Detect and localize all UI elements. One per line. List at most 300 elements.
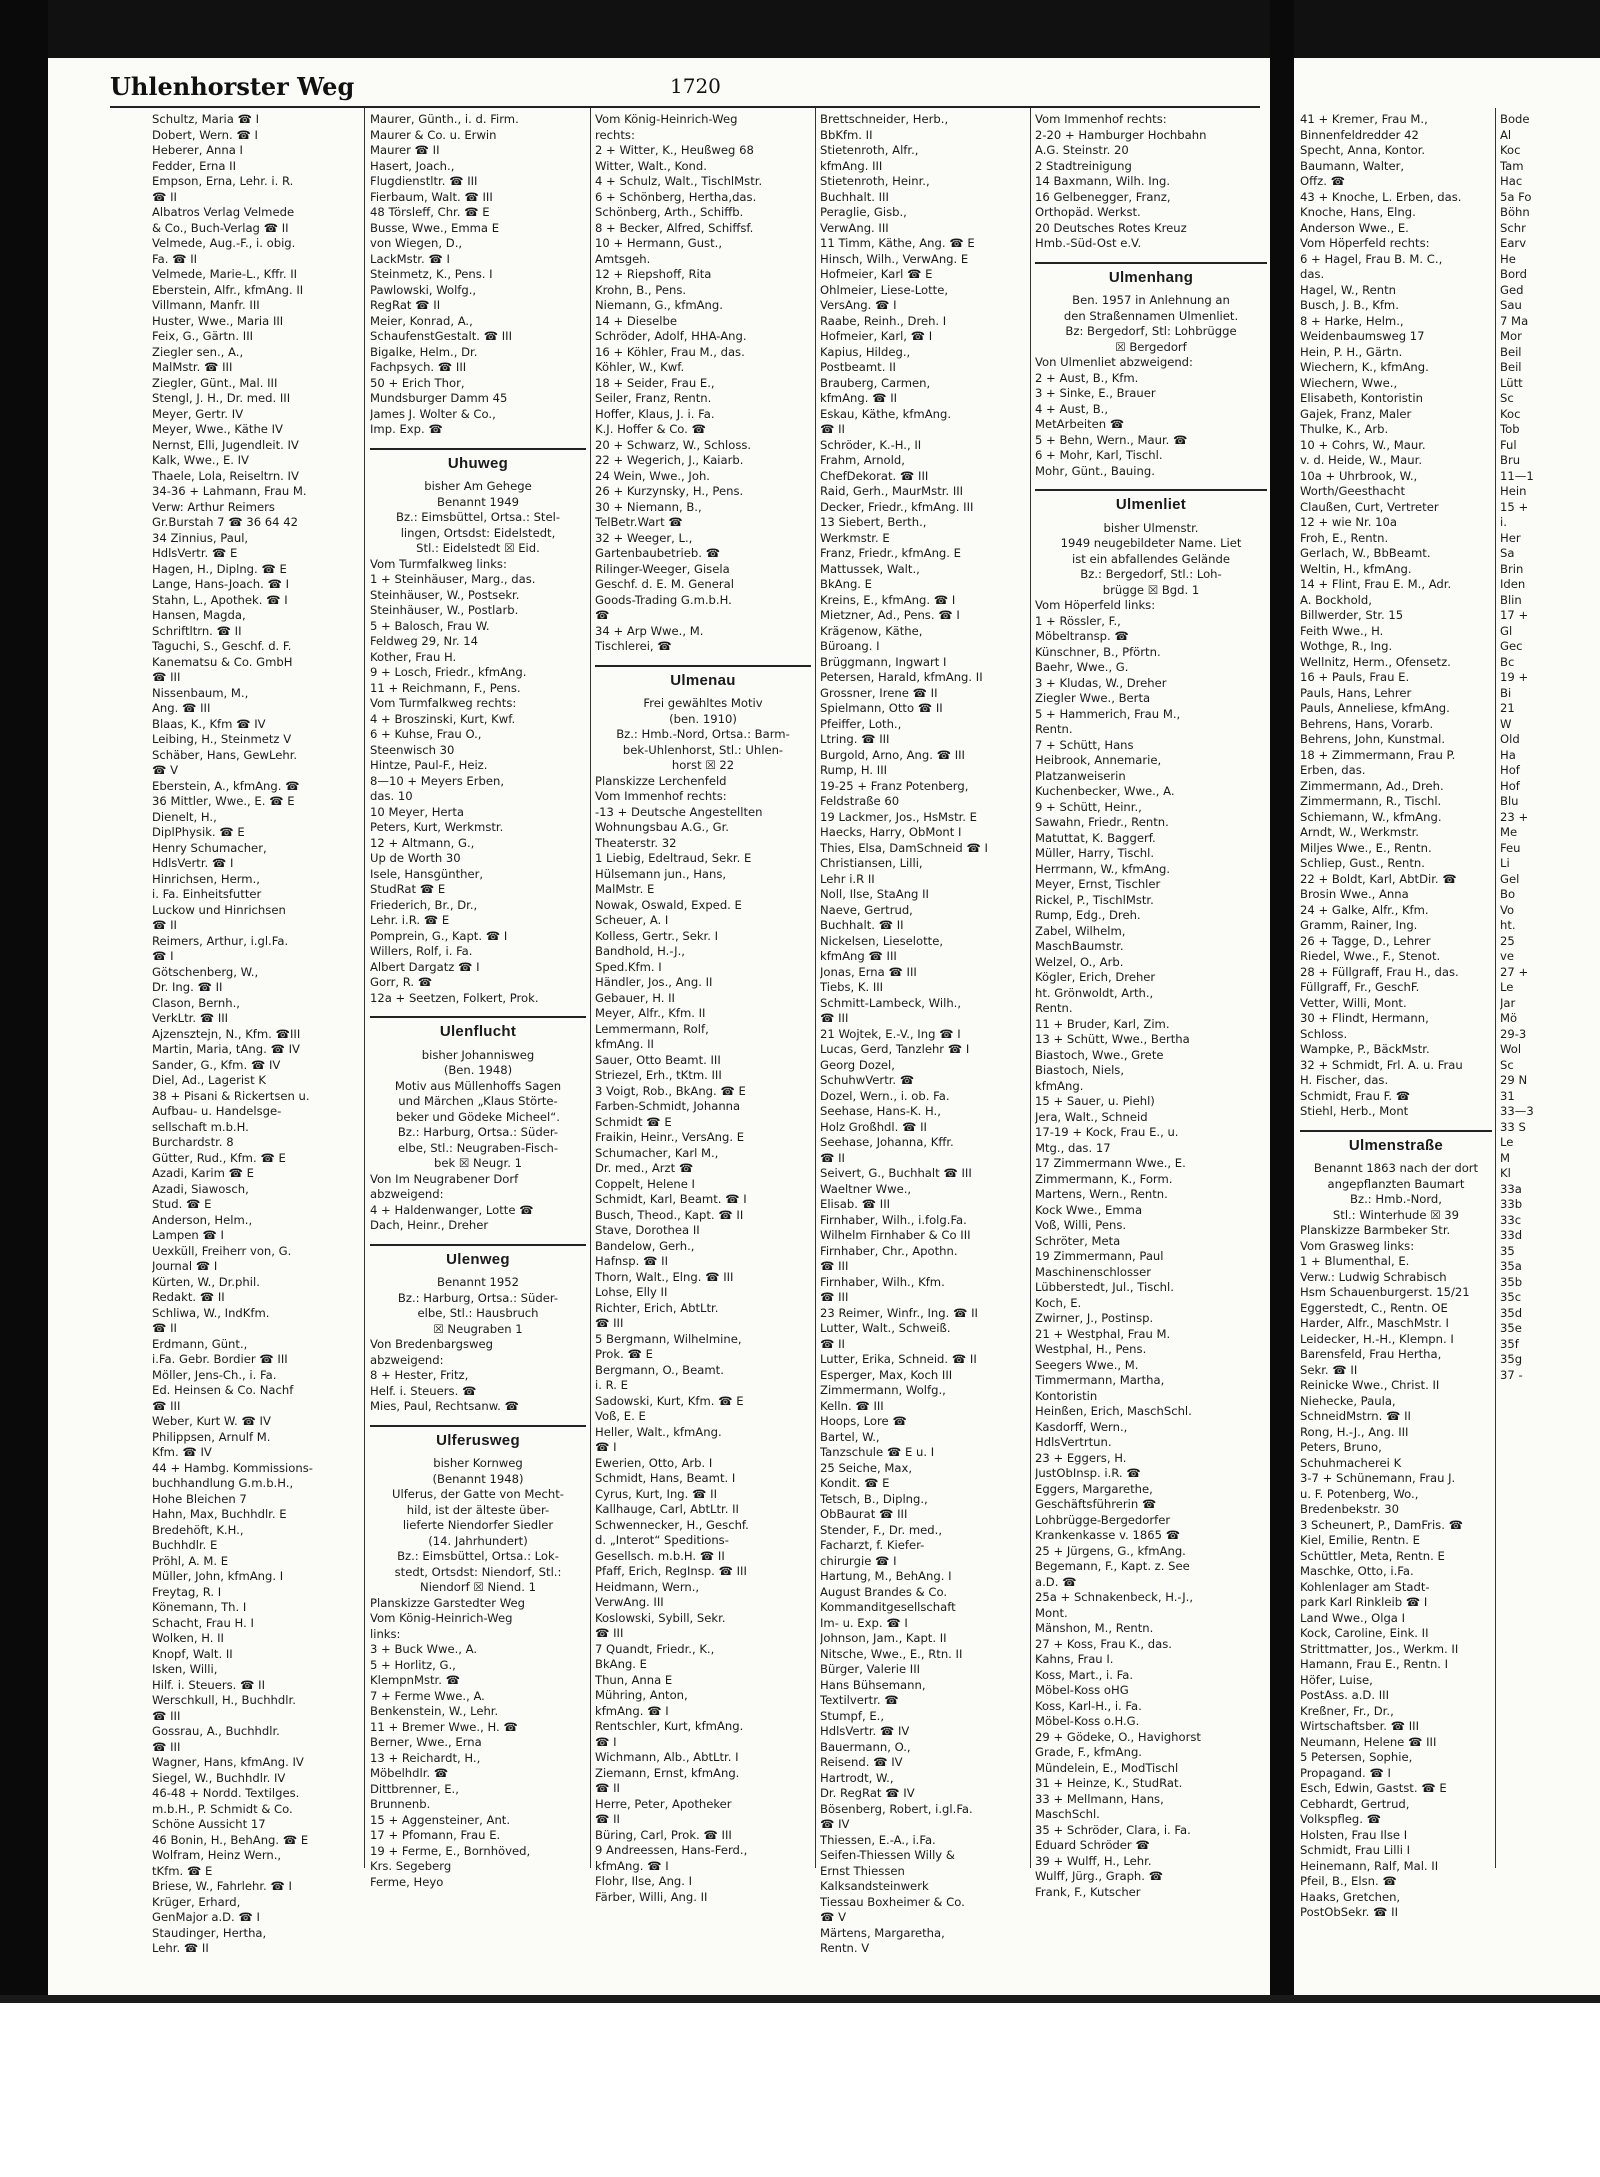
directory-entry: 50 + Erich Thor, xyxy=(370,375,465,390)
page-number: 1720 xyxy=(670,74,721,98)
directory-entry: Kreßner, Fr., Dr., xyxy=(1300,1703,1394,1718)
directory-entry: Sawahn, Friedr., Rentn. xyxy=(1035,815,1169,829)
directory-entry: K.J. Hoffer & Co. ☎ xyxy=(595,422,706,436)
directory-entry: Hmb.-Süd-Ost e.V. xyxy=(1035,236,1142,250)
directory-entry: Vom König-Heinrich-Weg xyxy=(595,112,738,126)
directory-entry: 15 + Sauer, u. Piehl) xyxy=(1035,1094,1155,1108)
directory-entry: Weber, Kurt W. ☎ IV xyxy=(152,1414,271,1428)
directory-entry: Kürten, W., Dr.phil. xyxy=(152,1274,260,1289)
directory-entry: ve xyxy=(1500,949,1514,963)
directory-entry: Stahn, L., Apothek. ☎ I xyxy=(152,592,288,607)
directory-entry: Harder, Alfr., MaschMstr. I xyxy=(1300,1316,1449,1330)
directory-entry: Henry Schumacher, xyxy=(152,840,267,855)
directory-entry: Holz Großhdl. ☎ II xyxy=(820,1119,927,1134)
directory-entry: Heibrook, Annemarie, xyxy=(1035,753,1162,767)
directory-entry: PostObSekr. ☎ II xyxy=(1300,1905,1398,1919)
directory-entry: Zimmermann, K., Form. xyxy=(1035,1171,1173,1186)
directory-entry: Brüggmann, Ingwart I xyxy=(820,654,947,669)
directory-entry: Kreins, E., kfmAng. ☎ I xyxy=(820,592,956,607)
directory-entry: Ed. Heinsen & Co. Nachf xyxy=(152,1383,294,1397)
directory-entry: Diel, Ad., Lagerist K xyxy=(152,1073,266,1087)
directory-entry: Gerlach, W., BbBeamt. xyxy=(1300,546,1431,560)
directory-entry: 9 + Schütt, Heinr., xyxy=(1035,799,1142,814)
directory-entry: Wilhelm Firnhaber & Co III xyxy=(820,1228,971,1242)
directory-entry: 5a Fo xyxy=(1500,189,1532,204)
directory-entry: 18 + Seider, Frau E., xyxy=(595,375,715,390)
directory-entry: 14 + Dieselbe xyxy=(595,313,678,328)
directory-entry: Bösenberg, Robert, i.gl.Fa. xyxy=(820,1801,973,1816)
directory-entry: 28 + Füllgraff, Frau H., das. xyxy=(1300,964,1459,979)
directory-entry: 38 + Pisani & Rickertsen u. xyxy=(152,1088,310,1103)
directory-entry: 20 Deutsches Rotes Kreuz xyxy=(1035,220,1187,235)
directory-entry: Naeve, Gertrud, xyxy=(820,902,913,917)
directory-entry: Büroang. I xyxy=(820,639,880,653)
directory-entry: 25a + Schnakenbeck, H.-J., xyxy=(1035,1590,1194,1604)
directory-entry: Vom Immenhof rechts: xyxy=(1035,112,1167,126)
directory-entry: Kuchenbecker, Wwe., A. xyxy=(1035,784,1175,798)
directory-entry: Decker, Friedr., kfmAng. III xyxy=(820,499,974,514)
directory-entry: Lutter, Walt., Schweiß. xyxy=(820,1321,951,1335)
directory-entry: Maurer ☎ II xyxy=(370,143,440,157)
directory-entry: Kiel, Emilie, Rentn. E xyxy=(1300,1533,1420,1547)
directory-entry: Goods-Trading G.m.b.H. xyxy=(595,592,732,607)
street-info: bisher Ulmenstr. xyxy=(1103,520,1199,535)
directory-entry: ☎ II xyxy=(820,422,845,436)
directory-entry: Ged xyxy=(1500,282,1524,297)
street-info: elbe, Stl.: Neugraben-Fisch- xyxy=(397,1140,559,1155)
directory-entry: Blu xyxy=(1500,794,1519,808)
directory-entry: VerwAng. III xyxy=(820,220,889,235)
directory-entry: Grossner, Irene ☎ II xyxy=(820,685,938,700)
directory-column-3 xyxy=(595,112,811,1987)
directory-entry: Planskizze Lerchenfeld xyxy=(595,773,727,788)
directory-entry: Zwirner, J., Postinsp. xyxy=(1035,1311,1154,1325)
directory-entry: 5 Petersen, Sophie, xyxy=(1300,1750,1413,1764)
directory-entry: 19 Zimmermann, Paul xyxy=(1035,1249,1164,1263)
directory-column-4 xyxy=(820,112,1026,1987)
column-rule xyxy=(364,108,365,1868)
directory-entry: LackMstr. ☎ I xyxy=(370,251,450,266)
directory-entry: 16 + Pauls, Frau E. xyxy=(1300,670,1410,684)
directory-entry: HdlsVertr. ☎ E xyxy=(152,546,238,560)
directory-entry: Gütter, Rud., Kfm. ☎ E xyxy=(152,1150,286,1165)
directory-entry: Propagand. ☎ I xyxy=(1300,1765,1391,1780)
directory-entry: Kapius, Hildeg., xyxy=(820,344,911,359)
directory-entry: Tiebs, K. III xyxy=(820,980,884,994)
directory-entry: 7 + Ferme Wwe., A. xyxy=(370,1688,485,1703)
directory-entry: Bürger, Valerie III xyxy=(820,1662,921,1676)
directory-entry: Kasdorff, Wern., xyxy=(1035,1419,1128,1434)
column-rule xyxy=(1030,108,1031,1868)
directory-entry: TelBetr.Wart ☎ xyxy=(595,515,683,529)
directory-entry: Peters, Kurt, Werkmstr. xyxy=(370,820,504,834)
directory-entry: Schmidt, Karl, Beamt. ☎ I xyxy=(595,1192,747,1206)
directory-entry: Sped.Kfm. I xyxy=(595,959,662,974)
directory-entry: Heinemann, Ralf, Mal. II xyxy=(1300,1858,1439,1873)
directory-entry: Wulff, Jürg., Graph. ☎ xyxy=(1035,1869,1164,1883)
directory-entry: Spielmann, Otto ☎ II xyxy=(820,701,943,715)
directory-entry: Redakt. ☎ II xyxy=(152,1290,225,1304)
street-info: brügge ☒ Bgd. 1 xyxy=(1102,582,1200,597)
directory-entry: Hofmeier, Karl, ☎ I xyxy=(820,329,933,343)
directory-entry: Sc xyxy=(1500,391,1514,405)
directory-entry: Froh, E., Rentn. xyxy=(1300,530,1389,545)
directory-entry: links: xyxy=(370,1626,401,1641)
directory-entry: Mühring, Anton, xyxy=(595,1688,688,1702)
directory-entry: Dozel, Wern., i. ob. Fa. xyxy=(820,1088,950,1103)
directory-entry: Bc xyxy=(1500,654,1515,669)
directory-entry: 6 + Hagel, Frau B. M. C., xyxy=(1300,251,1443,266)
directory-entry: Rentn. xyxy=(1035,722,1073,736)
directory-entry: Westphal, H., Pens. xyxy=(1035,1342,1147,1356)
directory-entry: Scheuer, A. I xyxy=(595,913,669,927)
directory-entry: Pröhl, A. M. E xyxy=(152,1553,229,1568)
directory-entry: 17 + Pfomann, Frau E. xyxy=(370,1828,501,1842)
directory-entry: Sauer, Otto Beamt. III xyxy=(595,1052,721,1067)
scan-border-left xyxy=(0,0,48,1995)
directory-entry: 4 + Broszinski, Kurt, Kwf. xyxy=(370,711,516,726)
directory-entry: Reimers, Arthur, i.gl.Fa. xyxy=(152,933,289,948)
directory-entry: 31 + Heinze, K., StudRat. xyxy=(1035,1776,1183,1790)
directory-entry: -13 + Deutsche Angestellten xyxy=(595,804,763,819)
directory-entry: ChefDekorat. ☎ III xyxy=(820,468,929,483)
directory-entry: Biastoch, Niels, xyxy=(1035,1063,1125,1077)
directory-entry: Leibing, H., Steinmetz V xyxy=(152,732,292,746)
directory-entry: RegRat ☎ II xyxy=(370,298,441,312)
directory-entry: Nissenbaum, M., xyxy=(152,685,249,700)
directory-entry: Sa xyxy=(1500,546,1515,560)
directory-entry: 46-48 + Nordd. Textilges. xyxy=(152,1786,300,1800)
street-info: lingen, Ortsdst: Eidelstedt, xyxy=(400,525,556,540)
directory-entry: Aufbau- u. Handelsge- xyxy=(152,1104,282,1118)
directory-entry: kfmAng. ☎ I xyxy=(595,1858,669,1873)
directory-entry: 7 Quandt, Friedr., K., xyxy=(595,1641,715,1656)
directory-entry: Pfaff, Erich, RegInsp. ☎ III xyxy=(595,1564,747,1578)
directory-entry: Tanzschule ☎ E u. I xyxy=(820,1445,935,1459)
directory-entry: Lange, Hans-Joach. ☎ I xyxy=(152,577,290,591)
directory-entry: 2 + Aust, B., Kfm. xyxy=(1035,370,1139,385)
directory-entry: Welzel, O., Arb. xyxy=(1035,954,1124,969)
directory-entry: Möbel-Koss o.H.G. xyxy=(1035,1714,1140,1728)
directory-entry: Willers, Rolf, i. Fa. xyxy=(370,944,473,958)
directory-entry: 25 xyxy=(1500,933,1515,948)
directory-entry: Vom Immenhof rechts: xyxy=(595,789,727,803)
directory-entry: 29 N xyxy=(1500,1073,1528,1087)
directory-entry: 10 + Cohrs, W., Maur. xyxy=(1300,437,1426,452)
street-info: elbe, Stl.: Hausbruch xyxy=(417,1306,539,1320)
directory-entry: Rentn. V xyxy=(820,1941,870,1955)
directory-entry: Hartrodt, W., xyxy=(820,1770,894,1785)
directory-entry: 14 Baxmann, Wilh. Ing. xyxy=(1035,174,1171,188)
directory-entry: Thorn, Walt., Elng. ☎ III xyxy=(595,1269,734,1284)
directory-entry: Bauermann, O., xyxy=(820,1739,911,1754)
directory-entry: Facharzt, f. Kiefer- xyxy=(820,1538,925,1552)
directory-entry: 3 + Kludas, W., Dreher xyxy=(1035,675,1167,690)
directory-entry: Schröder, Adolf, HHA-Ang. xyxy=(595,329,747,343)
street-info: (Ben. 1948) xyxy=(443,1063,513,1077)
street-section-heading: Ulenflucht xyxy=(370,1016,586,1044)
directory-entry: ☎ III xyxy=(820,1011,849,1025)
directory-entry: Richter, Erich, AbtLtr. xyxy=(595,1300,719,1315)
directory-entry: Strittmatter, Jos., Werkm. II xyxy=(1300,1641,1459,1656)
directory-entry: 35b xyxy=(1500,1274,1523,1289)
directory-entry: Von Im Neugrabener Dorf xyxy=(370,1171,519,1186)
directory-entry: Ziegler Wwe., Berta xyxy=(1035,691,1151,705)
directory-entry: 11 Timm, Käthe, Ang. ☎ E xyxy=(820,236,975,250)
directory-entry: Brauberg, Carmen, xyxy=(820,375,931,390)
directory-entry: Fraikin, Heinr., VersAng. E xyxy=(595,1130,745,1144)
directory-entry: Verw.: Ludwig Schrabisch xyxy=(1300,1269,1447,1284)
street-info: horst ☒ 22 xyxy=(671,758,735,772)
directory-entry: James J. Wolter & Co., xyxy=(370,406,496,421)
directory-entry: 26 + Tagge, D., Lehrer xyxy=(1300,933,1431,948)
directory-entry: 6 + Kuhse, Frau O., xyxy=(370,727,482,741)
directory-entry: 27 + Koss, Frau K., das. xyxy=(1035,1636,1172,1651)
directory-entry: Christiansen, Lilli, xyxy=(820,856,923,870)
directory-entry: Franz, Friedr., kfmAng. E xyxy=(820,546,961,560)
directory-entry: Kögler, Erich, Dreher xyxy=(1035,970,1156,984)
directory-entry: ht. Grönwoldt, Arth., xyxy=(1035,985,1154,1000)
directory-entry: 30 + Niemann, B., xyxy=(595,499,702,514)
directory-entry: Rump, Edg., Dreh. xyxy=(1035,908,1141,922)
directory-entry: Maschke, Otto, i.Fa. xyxy=(1300,1564,1414,1578)
directory-entry: 29-3 xyxy=(1500,1026,1527,1041)
directory-entry: MaschBaumstr. xyxy=(1035,939,1124,953)
directory-entry: SchuhwVertr. ☎ xyxy=(820,1073,915,1087)
directory-entry: ☎ III xyxy=(820,1259,849,1273)
directory-entry: 9 Andreessen, Hans-Ferd., xyxy=(595,1843,748,1857)
directory-entry: 25 + Jürgens, G., kfmAng. xyxy=(1035,1543,1186,1558)
directory-entry: Vom Höperfeld links: xyxy=(1035,598,1156,612)
directory-entry: Zimmermann, Ad., Dreh. xyxy=(1300,778,1444,793)
street-section-heading: Ulmenliet xyxy=(1035,489,1267,517)
street-info: Bz.: Harburg, Ortsa.: Süder- xyxy=(397,1290,559,1305)
directory-entry: Biastoch, Wwe., Grete xyxy=(1035,1047,1164,1062)
directory-entry: Fachpsych. ☎ III xyxy=(370,360,467,374)
directory-entry: Meyer, Ernst, Tischler xyxy=(1035,877,1161,891)
directory-entry: Lohse, Elly II xyxy=(595,1285,668,1299)
street-info: bisher Johannisweg xyxy=(421,1047,535,1062)
directory-entry: Vom Grasweg links: xyxy=(1300,1238,1415,1253)
directory-entry: Behrens, John, Kunstmal. xyxy=(1300,732,1446,746)
directory-entry: das. 10 xyxy=(370,789,413,803)
street-info: Ben. 1957 in Anlehnung an xyxy=(1072,293,1230,307)
directory-entry: Uexküll, Freiherr von, G. xyxy=(152,1243,292,1258)
directory-entry: 35d xyxy=(1500,1305,1523,1320)
directory-entry: Schuhmacherei K xyxy=(1300,1455,1402,1470)
directory-entry: Bi xyxy=(1500,685,1512,700)
directory-entry: Mänshon, M., Rentn. xyxy=(1035,1621,1154,1635)
directory-entry: Mündelein, E., ModTischl xyxy=(1035,1760,1179,1775)
directory-entry: Wagner, Hans, kfmAng. IV xyxy=(152,1755,304,1769)
directory-entry: & Co., Buch-Verlag ☎ II xyxy=(152,220,289,235)
directory-entry: 33 + Mellmann, Hans, xyxy=(1035,1791,1164,1806)
directory-entry: M xyxy=(1500,1150,1511,1165)
street-section-heading: Ulmenstraße xyxy=(1300,1130,1492,1158)
directory-entry: Stietenroth, Alfr., xyxy=(820,143,919,157)
directory-entry: Böhn xyxy=(1500,205,1530,219)
directory-entry: August Brandes & Co. xyxy=(820,1584,948,1599)
directory-entry: 26 + Kurzynsky, H., Pens. xyxy=(595,484,744,498)
directory-entry: kfmAng. III xyxy=(820,158,883,173)
directory-entry: StudRat ☎ E xyxy=(370,882,446,896)
directory-entry: i. xyxy=(1500,515,1507,529)
directory-entry: ☎ II xyxy=(152,189,177,204)
directory-entry: Claußen, Curt, Vertreter xyxy=(1300,499,1439,514)
directory-entry: H. Fischer, das. xyxy=(1300,1073,1389,1087)
directory-entry: Koch, E. xyxy=(1035,1295,1082,1310)
directory-entry: Thies, Elsa, DamSchneid ☎ I xyxy=(820,840,988,855)
directory-entry: 44 + Hambg. Kommissions- xyxy=(152,1460,313,1475)
directory-entry: Martens, Wern., Rentn. xyxy=(1035,1187,1168,1201)
directory-entry: 19-25 + Franz Potenberg, xyxy=(820,778,969,793)
directory-entry: Hein xyxy=(1500,484,1527,498)
directory-entry: 6 + Schönberg, Hertha,das. xyxy=(595,189,757,204)
directory-entry: Möller, Jens-Ch., i. Fa. xyxy=(152,1367,277,1382)
directory-entry: Ha xyxy=(1500,747,1516,762)
directory-entry: Me xyxy=(1500,825,1518,839)
directory-entry: Vom König-Heinrich-Weg xyxy=(370,1611,513,1625)
directory-entry: 41 + Kremer, Frau M., xyxy=(1300,112,1428,126)
directory-entry: Hoops, Lore ☎ xyxy=(820,1414,907,1428)
directory-entry: Orthopäd. Werkst. xyxy=(1035,205,1141,219)
directory-entry: Tam xyxy=(1500,158,1524,173)
directory-entry: Li xyxy=(1500,856,1510,870)
directory-entry: 36 Mittler, Wwe., E. ☎ E xyxy=(152,794,295,808)
directory-entry: v. d. Heide, W., Maur. xyxy=(1300,453,1423,467)
directory-entry: Dittbrenner, E., xyxy=(370,1781,459,1796)
directory-column-5 xyxy=(1035,112,1267,1987)
directory-entry: Frahm, Arnold, xyxy=(820,453,905,467)
directory-entry: Vo xyxy=(1500,902,1515,917)
directory-entry: Benkenstein, W., Lehr. xyxy=(370,1704,499,1718)
directory-entry: Hof xyxy=(1500,778,1520,793)
directory-entry: ☎ III xyxy=(152,670,181,684)
directory-entry: Schmitt-Lambeck, Wilh., xyxy=(820,995,962,1010)
directory-entry: 1 Liebig, Edeltraud, Sekr. E xyxy=(595,851,752,865)
directory-entry: ☎ II xyxy=(595,1781,620,1795)
directory-entry: Kalksandsteinwerk xyxy=(820,1879,929,1893)
directory-entry: Siegel, W., Buchhdlr. IV xyxy=(152,1770,286,1785)
directory-entry: ☎ III xyxy=(595,1626,624,1640)
directory-entry: Künschner, B., Pförtn. xyxy=(1035,644,1161,659)
directory-entry: Noll, Ilse, StaAng II xyxy=(820,887,929,901)
directory-entry: 19 Lackmer, Jos., HsMstr. E xyxy=(820,809,978,824)
directory-entry: W xyxy=(1500,716,1512,731)
directory-entry: Steenwisch 30 xyxy=(370,742,455,757)
directory-entry: Niehecke, Paula, xyxy=(1300,1393,1396,1408)
directory-entry: 23 + Eggers, H. xyxy=(1035,1450,1127,1465)
running-head-street: Uhlenhorster Weg xyxy=(110,72,355,101)
directory-entry: Gl xyxy=(1500,623,1513,638)
directory-entry: kfmAng. ☎ II xyxy=(820,391,898,405)
street-info: hild, ist der älteste über- xyxy=(406,1502,550,1517)
directory-entry: Kanematsu & Co. GmbH xyxy=(152,654,293,669)
directory-entry: Sadowski, Kurt, Kfm. ☎ E xyxy=(595,1393,744,1408)
directory-entry: Steinmetz, K., Pens. I xyxy=(370,267,493,281)
directory-entry: Cebhardt, Gertrud, xyxy=(1300,1796,1410,1811)
directory-entry: HdlsVertr. ☎ IV xyxy=(820,1724,910,1738)
directory-column-6 xyxy=(1300,112,1492,1987)
directory-entry: 3 Voigt, Rob., BkAng. ☎ E xyxy=(595,1083,746,1098)
directory-entry: Nickelsen, Lieselotte, xyxy=(820,933,944,948)
directory-entry: Busse, Wwe., Emma E xyxy=(370,220,500,235)
directory-entry: Schmidt, Frau F. ☎ xyxy=(1300,1088,1411,1103)
directory-entry: 11 + Bruder, Karl, Zim. xyxy=(1035,1016,1170,1031)
directory-entry: Schacht, Frau H. I xyxy=(152,1615,254,1630)
directory-entry: Beil xyxy=(1500,360,1522,374)
directory-entry: Geschf. d. E. M. General xyxy=(595,577,734,591)
directory-entry: Brunnenb. xyxy=(370,1797,431,1811)
directory-entry: 5 + Hammerich, Frau M., xyxy=(1035,706,1181,721)
directory-entry: Bode xyxy=(1500,112,1530,126)
directory-entry: Brin xyxy=(1500,561,1524,576)
directory-entry: ☎ II xyxy=(820,1150,845,1165)
directory-entry: Maurer & Co. u. Erwin xyxy=(370,127,497,142)
directory-entry: Hoffer, Klaus, J. i. Fa. xyxy=(595,406,715,421)
directory-entry: 5 + Balosch, Frau W. xyxy=(370,618,490,633)
directory-entry: ☎ II xyxy=(595,1812,620,1826)
directory-entry: 32 + Weeger, L., xyxy=(595,530,693,545)
directory-entry: Philippsen, Arnulf M. xyxy=(152,1429,271,1444)
directory-entry: 8 + Hester, Fritz, xyxy=(370,1368,469,1382)
directory-entry: 8 + Harke, Helm., xyxy=(1300,313,1404,328)
directory-entry: A. Bockhold, xyxy=(1300,592,1372,607)
directory-entry: Koss, Mart., i. Fa. xyxy=(1035,1667,1134,1682)
directory-entry: i. Fa. Einheitsfutter xyxy=(152,887,262,901)
directory-entry: i.Fa. Gebr. Bordier ☎ III xyxy=(152,1352,288,1366)
directory-entry: 15 + xyxy=(1500,499,1529,514)
directory-entry: Mor xyxy=(1500,329,1522,343)
directory-entry: Ajzensztejn, N., Kfm. ☎III xyxy=(152,1026,301,1041)
directory-entry: 19 + xyxy=(1500,670,1529,684)
directory-entry: SchneidMstrn. ☎ II xyxy=(1300,1409,1411,1423)
directory-entry: 12 + wie Nr. 10a xyxy=(1300,515,1397,529)
directory-entry: Firnhaber, Wilh., i.folg.Fa. xyxy=(820,1212,967,1227)
directory-entry: Burchardstr. 8 xyxy=(152,1135,234,1149)
street-info: bek-Uhlenhorst, Stl.: Uhlen- xyxy=(622,742,784,757)
directory-entry: kfmAng. II xyxy=(595,1037,654,1051)
directory-entry: Grade, F., kfmAng. xyxy=(1035,1745,1142,1759)
street-info: Stl.: Winterhude ☒ 39 xyxy=(1332,1207,1460,1222)
directory-entry: Ernst Thiessen xyxy=(820,1863,905,1878)
directory-entry: Land Wwe., Olga I xyxy=(1300,1610,1406,1625)
directory-entry: 35g xyxy=(1500,1352,1523,1366)
directory-entry: ☎ I xyxy=(595,1440,617,1454)
street-info: (14. Jahrhundert) xyxy=(428,1533,528,1548)
directory-entry: Platzanweiserin xyxy=(1035,768,1126,783)
directory-entry: Ewerien, Otto, Arb. I xyxy=(595,1455,713,1470)
directory-entry: Kalk, Wwe., E. IV xyxy=(152,453,249,467)
directory-entry: 23 Reimer, Winfr., Ing. ☎ II xyxy=(820,1305,978,1320)
directory-entry: Stietenroth, Heinr., xyxy=(820,174,930,188)
directory-entry: ☎ I xyxy=(152,949,174,963)
directory-entry: Gec xyxy=(1500,639,1523,653)
directory-entry: Isken, Willi, xyxy=(152,1662,218,1676)
directory-entry: Sau xyxy=(1500,298,1522,312)
directory-entry: JustObInsp. i.R. ☎ xyxy=(1035,1466,1141,1480)
directory-entry: 2 + Witter, K., Heußweg 68 xyxy=(595,143,754,157)
directory-entry: Tob xyxy=(1500,422,1520,436)
directory-entry: Esch, Edwin, Gastst. ☎ E xyxy=(1300,1781,1447,1795)
directory-entry: Werschkull, H., Buchhdlr. xyxy=(152,1693,296,1707)
directory-entry: Krankenkasse v. 1865 ☎ xyxy=(1035,1528,1181,1542)
directory-entry: A.G. Steinstr. 20 xyxy=(1035,143,1129,157)
directory-entry: Iden xyxy=(1500,577,1526,591)
directory-column-2 xyxy=(370,112,586,1987)
directory-entry: ht. xyxy=(1500,918,1516,932)
directory-entry: Ang. ☎ III xyxy=(152,701,211,715)
